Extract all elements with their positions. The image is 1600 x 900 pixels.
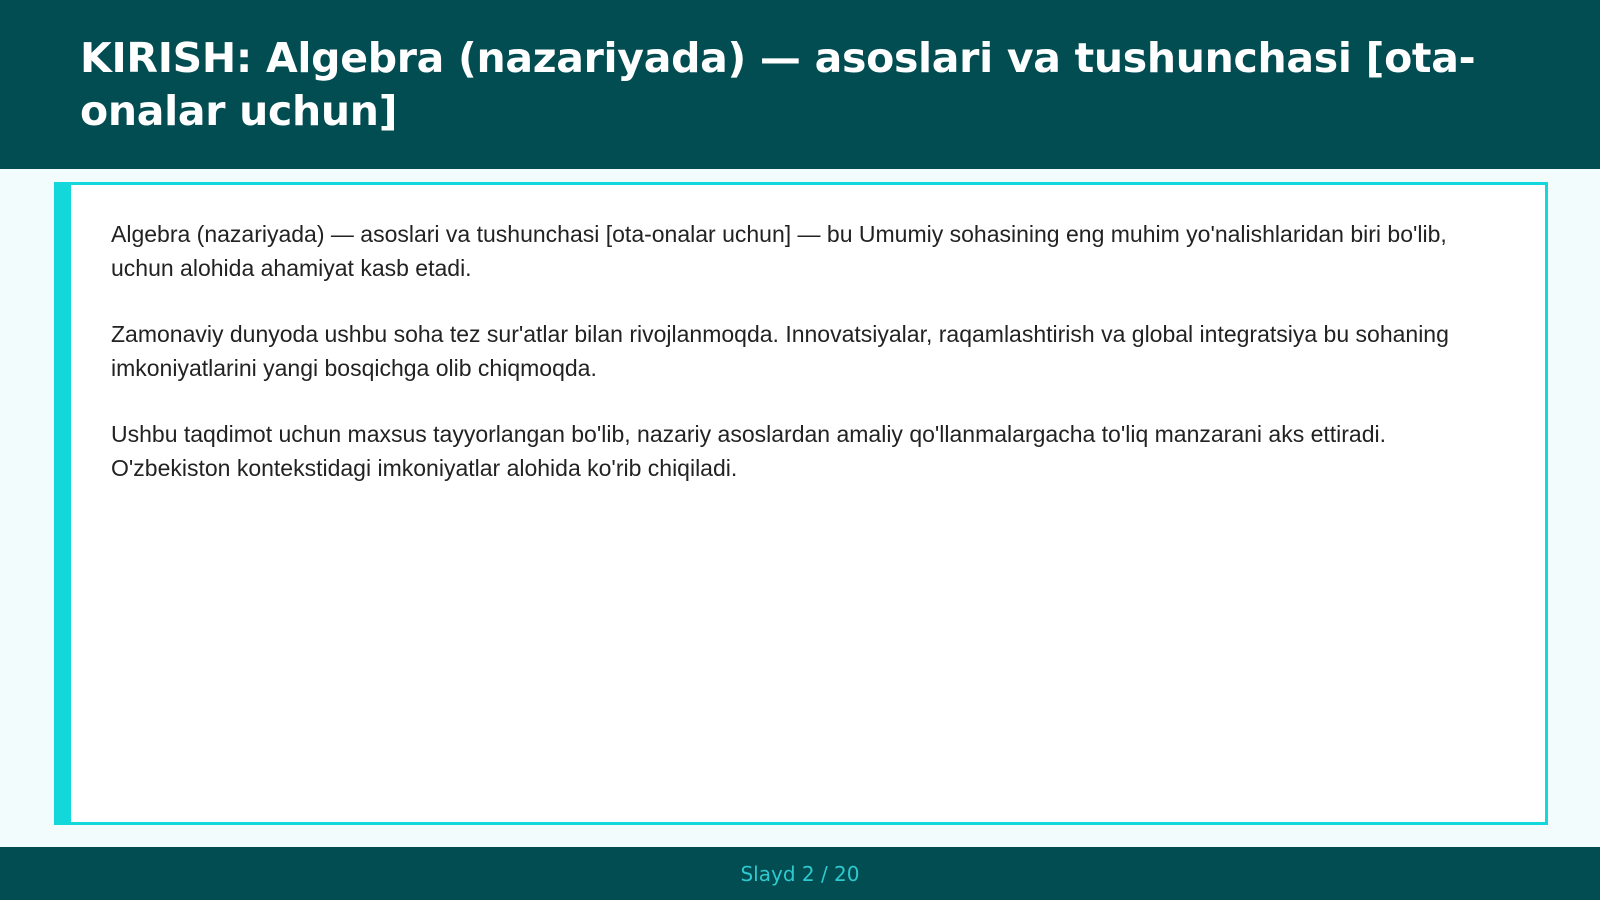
slide-counter: Slayd 2 / 20 bbox=[740, 861, 860, 886]
slide-title: KIRISH: Algebra (nazariyada) — asoslari va tushunchasi [ota-onalar uchun] bbox=[80, 34, 1476, 135]
slide-footer bbox=[0, 847, 1600, 900]
content-paragraph: Algebra (nazariyada) — asoslari va tushunchasi [ota-onalar uchun] — bu Umumiy sohasining eng muhim yo'nalishlaridan biri bo'lib, uchun alohida ahamiyat kasb etadi. bbox=[111, 221, 1447, 281]
content-card bbox=[54, 182, 1548, 825]
slide-header bbox=[0, 0, 1600, 169]
content-paragraph: Zamonaviy dunyoda ushbu soha tez sur'atlar bilan rivojlanmoqda. Innovatsiyalar, raqamlashtirish va global integratsiya bu sohaning imkoniyatlarini yangi bosqichga olib chiqmoqda. bbox=[111, 321, 1449, 381]
content-paragraph: Ushbu taqdimot uchun maxsus tayyorlangan bo'lib, nazariy asoslardan amaliy qo'llanmalargacha to'liq manzarani aks ettiradi. O'zbekiston kontekstidagi imkoniyatlar alohida ko'rib chiqiladi. bbox=[111, 421, 1387, 481]
